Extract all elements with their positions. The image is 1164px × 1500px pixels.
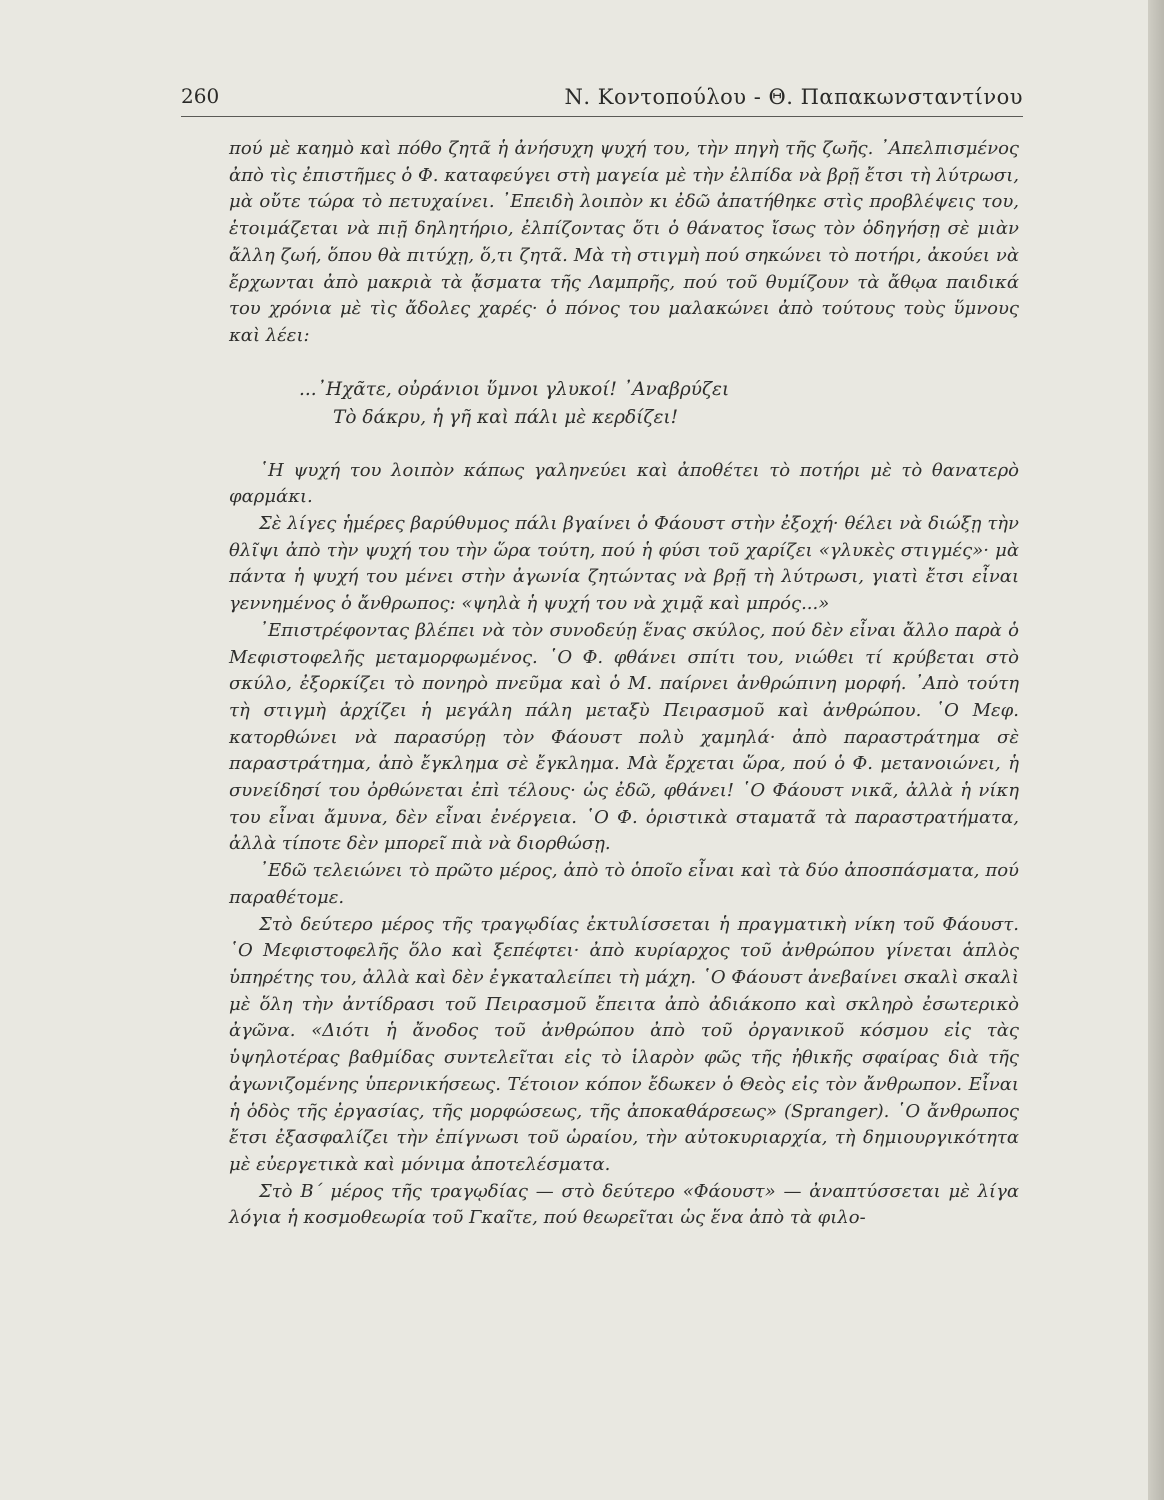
paragraph-6: Στὸ δεύτερο μέρος τῆς τραγῳδίας ἐκτυλίσσεται ἡ πραγματικὴ νίκη τοῦ Φάουστ. ῾Ο Μεφιστοφελῆς ὅλο καὶ ξεπέφτει· ἀπὸ κυρίαρχος τοῦ ἀνθρώπου γίνεται ἁπλὸς ὑπηρέτης του, ἀλλὰ καὶ δὲν ἐγκαταλείπει τὴ μάχη. ῾Ο Φάουστ ἀνεβαίνει σκαλὶ σκαλὶ μὲ ὅλη τὴν ἀντίδρασι τοῦ Πειρασμοῦ ἔπειτα ἀπὸ ἀδιάκοπο καὶ σκληρὸ ἐσωτερικὸ ἀγῶνα. «Διότι ἡ ἄνοδος τοῦ ἀνθρώπου ἀπὸ τοῦ ὀργανικοῦ κόσμου εἰς τὰς ὑψηλοτέρας βαθμίδας συντελεῖται εἰς τὸ ἱλαρὸν φῶς τῆς ἠθικῆς σφαίρας διὰ τῆς ἀγωνιζομένης ὑπερνικήσεως. Τέτοιον κόπον ἔδωκεν ὁ Θεὸς εἰς τὸν ἄνθρωπον. Εἶναι ἡ ὁδὸς τῆς ἐργασίας, τῆς μορφώσεως, τῆς ἀποκαθάρσεως» (Spranger). ῾Ο ἄνθρωπος ἔτσι ἐξασφαλίζει τὴν ἐπίγνωσι τοῦ ὡραίου, τὴν αὐτοκυριαρχία, τὴ δημιουργικότητα μὲ εὐεργετικὰ καὶ μόνιμα ἀποτελέσματα. xyxy=(229,913,1019,1175)
paragraph-3: Σὲ λίγες ἡμέρες βαρύθυμος πάλι βγαίνει ὁ Φάουστ στὴν ἐξοχή· θέλει νὰ διώξῃ τὴν θλῖψι ἀπὸ τὴν ψυχή του τὴν ὥρα τούτη, πού ἡ φύσι τοῦ χαρίζει «γλυκὲς στιγμές»· μὰ πάντα ἡ ψυχή του μένει στὴν ἀγωνία ζητώντας νὰ βρῇ τὴ λύτρωσι, γιατὶ ἔτσι εἶναι γεννημένος ὁ ἄνθρωπος: «ψηλὰ ἡ ψυχή του νὰ χιμᾷ καὶ μπρός...» xyxy=(229,513,1019,615)
paragraph-1: πού μὲ καημὸ καὶ πόθο ζητᾶ ἡ ἀνήσυχη ψυχή του, τὴν πηγὴ τῆς ζωῆς. ᾿Απελπισμένος ἀπὸ τὶς ἐπιστῆμες ὁ Φ. καταφεύγει στὴ μαγεία μὲ τὴν ἐλπίδα νὰ βρῇ ἔτσι τὴ λύτρωσι, μὰ οὔτε τώρα τὸ πετυχαίνει. ᾿Επειδὴ λοιπὸν κι ἐδῶ ἀπατήθηκε στὶς προβλέψεις του, ἑτοιμάζεται νὰ πιῇ δηλητήριο, ἐλπίζοντας ὅτι ὁ θάνατος ἴσως τὸν ὁδηγήσῃ σὲ μιὰν ἄλλη ζωή, ὅπου θὰ πιτύχῃ, ὅ,τι ζητᾶ. Μὰ τὴ στιγμὴ πού σηκώνει τὸ ποτήρι, ἀκούει νὰ ἔρχωνται ἀπὸ μακριὰ τὰ ᾄσματα τῆς Λαμπρῆς, πού τοῦ θυμίζουν τὰ ἄθῳα παιδικά του χρόνια μὲ τὶς ἄδολες χαρές· ὁ πόνος του μαλακώνει ἀπὸ τούτους τοὺς ὕμνους καὶ λέει: xyxy=(229,138,1019,346)
body-text xyxy=(229,136,1019,1232)
paragraph-2: ῾Η ψυχή του λοιπὸν κάπως γαληνεύει καὶ ἀποθέτει τὸ ποτήρι μὲ τὸ θανατερὸ φαρμάκι. xyxy=(229,459,1019,508)
running-head: Ν. Κοντοπούλου - Θ. Παπακωνσταντίνου xyxy=(564,85,1023,109)
paragraph-4: ᾿Επιστρέφοντας βλέπει νὰ τὸν συνοδεύῃ ἕνας σκύλος, πού δὲν εἶναι ἄλλο παρὰ ὁ Μεφιστοφελῆς μεταμορφωμένος. ῾Ο Φ. φθάνει σπίτι του, νιώθει τί κρύβεται στὸ σκύλο, ἐξορκίζει τὸ πονηρὸ πνεῦμα καὶ ὁ Μ. παίρνει ἀνθρώπινη μορφή. ᾿Απὸ τούτη τὴ στιγμὴ ἀρχίζει ἡ μεγάλη πάλη μεταξὺ Πειρασμοῦ καὶ ἀνθρώπου. ῾Ο Μεφ. κατορθώνει νὰ παρασύρῃ τὸν Φάουστ πολὺ χαμηλά· ἀπὸ παραστράτημα σὲ παραστράτημα, ἀπὸ ἔγκλημα σὲ ἔγκλημα. Μὰ ἔρχεται ὥρα, πού ὁ Φ. μετανοιώνει, ἡ συνείδησί του ὀρθώνεται ἐπὶ τέλους· ὡς ἐδῶ, φθάνει! ῾Ο Φάουστ νικᾶ, ἀλλὰ ἡ νίκη του εἶναι ἄμυνα, δὲν εἶναι ἐνέργεια. ῾Ο Φ. ὁριστικὰ σταματᾶ τὰ παραστρατήματα, ἀλλὰ τίποτε δὲν μπορεῖ πιὰ νὰ διορθώσῃ. xyxy=(229,619,1019,855)
page-header xyxy=(181,84,1023,116)
page-number: 260 xyxy=(181,84,220,108)
verse-line-2: Τὸ δάκρυ, ἡ γῆ καὶ πάλι μὲ κερδίζει! xyxy=(333,406,679,428)
header-rule xyxy=(181,116,1023,117)
paragraph-5: ᾿Εδῶ τελειώνει τὸ πρῶτο μέρος, ἀπὸ τὸ ὁποῖο εἶναι καὶ τὰ δύο ἀποσπάσματα, πού παραθέτομε. xyxy=(229,860,1019,908)
verse-quotation xyxy=(299,376,1019,432)
verse-line-1: ...᾿Ηχᾶτε, οὐράνιοι ὕμνοι γλυκοί! ᾿Αναβρύζει xyxy=(299,378,730,400)
paragraph-7: Στὸ Β΄ μέρος τῆς τραγῳδίας — στὸ δεύτερο «Φάουστ» — ἀναπτύσσεται μὲ λίγα λόγια ἡ κοσμοθεωρία τοῦ Γκαῖτε, πού θεωρεῖται ὡς ἕνα ἀπὸ τὰ φιλο- xyxy=(229,1180,1019,1229)
book-binding-edge xyxy=(1148,0,1164,1500)
